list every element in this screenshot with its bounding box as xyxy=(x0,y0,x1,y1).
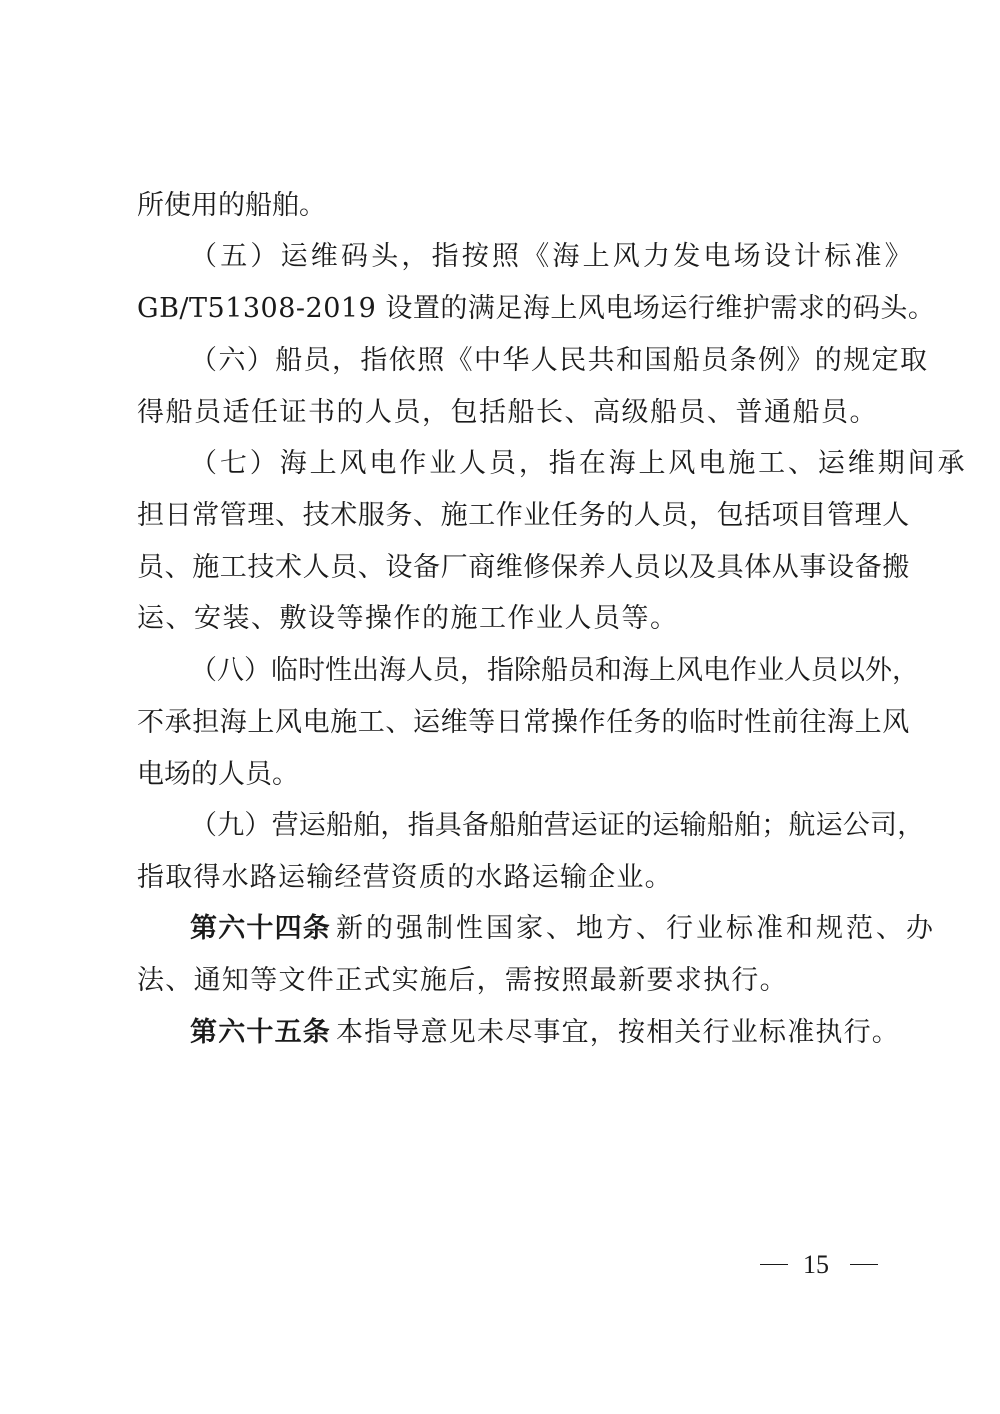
paragraph-text: （六）船员，指依照《中华人民共和国船员条例》的规定取 xyxy=(190,345,929,376)
text-line xyxy=(0,336,1000,386)
paragraph-text: （八）临时性出海人员，指除船员和海上风电作业人员以外， xyxy=(190,655,919,686)
text-line xyxy=(0,181,1000,231)
article-65-label: 第六十五条 xyxy=(190,1017,331,1048)
paragraph-text: 指取得水路运输经营资质的水路运输企业。 xyxy=(137,862,673,893)
page-footer xyxy=(760,1245,890,1285)
article-64-line-2 xyxy=(0,956,1000,1006)
page-number: 15 xyxy=(803,1250,829,1279)
article-64-text-continued: 法、通知等文件正式实施后，需按照最新要求执行。 xyxy=(137,965,788,996)
text-line xyxy=(0,750,1000,800)
text-line xyxy=(0,594,1000,644)
text-line xyxy=(0,232,1000,282)
paragraph-text: （七）海上风电作业人员，指在海上风电施工、运维期间承 xyxy=(190,448,968,479)
article-64-label: 第六十四条 xyxy=(190,913,331,944)
text-line xyxy=(0,284,1000,334)
paragraph-text: 得船员适任证书的人员，包括船长、高级船员、普通船员。 xyxy=(137,397,878,428)
paragraph-text: 所使用的船舶。 xyxy=(137,190,326,221)
paragraph-text: （五）运维码头，指按照《海上风力发电场设计标准》 xyxy=(190,241,915,272)
text-line xyxy=(0,543,1000,593)
paragraph-text: 运、安装、敷设等操作的施工作业人员等。 xyxy=(137,603,679,634)
article-65-line xyxy=(0,1008,1000,1058)
paragraph-text: GB/T51308-2019 设置的满足海上风电场运行维护需求的码头。 xyxy=(137,293,936,324)
text-line xyxy=(0,491,1000,541)
paragraph-text: （九）营运船舶，指具备船舶营运证的运输船舶；航运公司， xyxy=(190,810,925,841)
text-line xyxy=(0,646,1000,696)
paragraph-text: 担日常管理、技术服务、施工作业任务的人员，包括项目管理人 xyxy=(137,500,910,531)
text-line xyxy=(0,801,1000,851)
paragraph-text: 电场的人员。 xyxy=(137,759,299,790)
paragraph-text: 员、施工技术人员、设备厂商维修保养人员以及具体从事设备搬 xyxy=(137,552,910,583)
text-line xyxy=(0,698,1000,748)
footer-dash-left xyxy=(760,1264,788,1265)
paragraph-text: 不承担海上风电施工、运维等日常操作任务的临时性前往海上风 xyxy=(137,707,910,738)
text-line xyxy=(0,388,1000,438)
article-64-line-1 xyxy=(0,904,1000,954)
article-64-text: 新的强制性国家、地方、行业标准和规范、办 xyxy=(336,913,936,944)
text-line xyxy=(0,853,1000,903)
footer-dash-right xyxy=(850,1264,878,1265)
article-65-text: 本指导意见未尽事宜，按相关行业标准执行。 xyxy=(336,1017,900,1048)
text-line xyxy=(0,439,1000,489)
